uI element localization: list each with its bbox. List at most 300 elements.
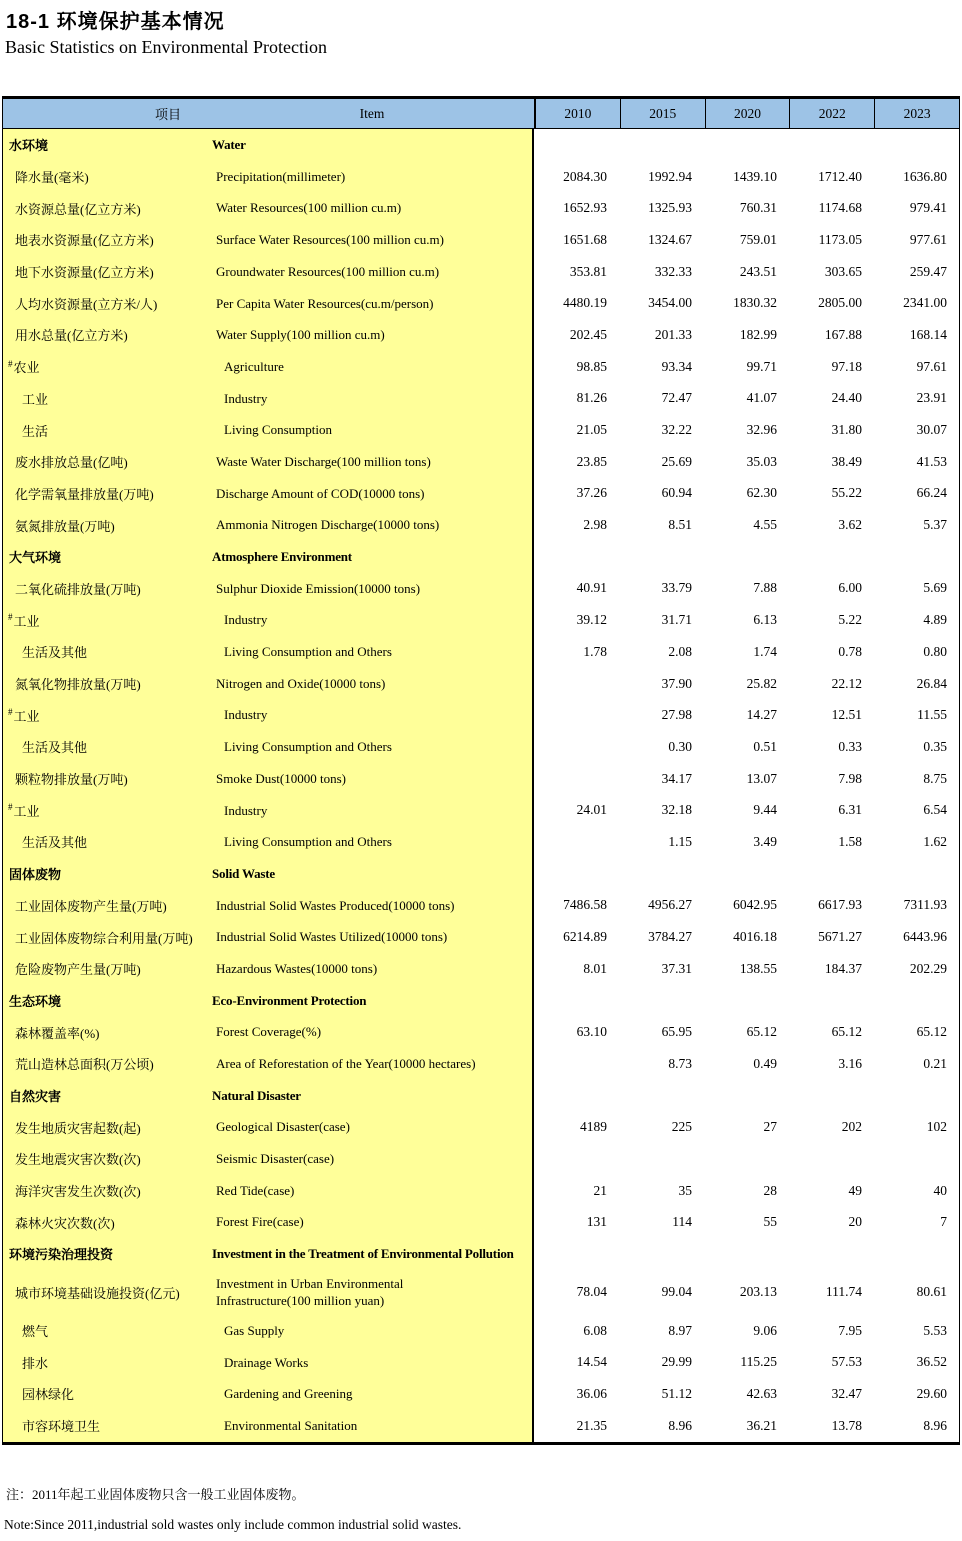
value-2015: 201.33 [654,326,692,342]
value-2023: 40 [933,1182,947,1198]
item-label-cn: 发生地质灾害起数(起) [3,1111,210,1143]
value-2023: 5.53 [923,1322,947,1338]
value-2015: 4956.27 [648,897,692,913]
value-2022 [789,1080,874,1112]
value-2022: 6617.93 [818,897,862,913]
table-row [3,1346,959,1378]
header-year-2010: 2010 [534,99,620,128]
value-2020: 203.13 [739,1284,777,1300]
value-2010: 21.05 [576,422,607,438]
value-2015: 8.73 [668,1055,692,1071]
table-row [3,414,959,446]
value-2010: 4480.19 [563,295,607,311]
value-2010 [534,129,619,161]
table-row [3,604,959,636]
value-2020: 32.96 [746,422,777,438]
table-row [3,161,959,193]
header-year-2020: 2020 [705,99,790,128]
value-2015: 99.04 [661,1284,692,1300]
value-2015: 2.08 [668,643,692,659]
value-2020: 41.07 [746,390,777,406]
item-label-en: Nitrogen and Oxide(10000 tons) [210,668,534,700]
item-label-en: Waste Water Discharge(100 million tons) [210,446,534,478]
value-2010: 23.85 [576,453,607,469]
value-2022: 20 [848,1214,862,1230]
item-label-en: Natural Disaster [210,1080,534,1112]
value-2022: 202 [841,1119,862,1135]
value-2023: 1.62 [923,833,947,849]
value-2015: 25.69 [661,453,692,469]
item-label-en: Drainage Works [210,1346,534,1378]
value-2022: 24.40 [831,390,862,406]
value-2023: 30.07 [916,422,947,438]
item-label-en: Per Capita Water Resources(cu.m/person) [210,287,534,319]
value-2015: 29.99 [661,1354,692,1370]
item-label-en: Industry [210,383,534,415]
value-2023: 977.61 [909,231,947,247]
value-2015: 332.33 [654,263,692,279]
value-2020: 65.12 [746,1024,777,1040]
table-row [3,1315,959,1347]
item-label-cn: 市容环境卫生 [3,1410,210,1442]
table-row [3,287,959,319]
value-2010 [534,1143,619,1175]
value-2023: 202.29 [909,960,947,976]
item-label-cn: 危险废物产生量(万吨) [3,953,210,985]
value-2020: 6042.95 [733,897,777,913]
value-2020: 1.74 [753,643,777,659]
header-label-cn: 项目 [154,107,181,122]
value-2015: 1325.93 [648,200,692,216]
value-2015: 27.98 [661,707,692,723]
item-label-en: Discharge Amount of COD(10000 tons) [210,478,534,510]
value-2015: 225 [671,1119,692,1135]
value-2022 [789,1143,874,1175]
value-2015: 0.30 [668,738,692,754]
value-2020: 14.27 [746,707,777,723]
value-2010: 7486.58 [563,897,607,913]
value-2020 [704,1080,789,1112]
value-2010: 36.06 [576,1385,607,1401]
item-label-cn: 生活及其他 [3,826,210,858]
value-2023: 0.21 [923,1055,947,1071]
value-2022 [789,858,874,890]
item-label-en: Smoke Dust(10000 tons) [210,763,534,795]
value-2022: 32.47 [831,1385,862,1401]
item-label-cn: 生活 [3,414,210,446]
item-label-en: Water Supply(100 million cu.m) [210,319,534,351]
value-2022: 7.98 [838,770,862,786]
item-label-cn: 生态环境 [3,985,210,1017]
table-row [3,985,959,1017]
value-2010 [534,763,619,795]
value-2015: 32.18 [661,802,692,818]
value-2015: 8.51 [668,517,692,533]
value-2022: 5671.27 [818,929,862,945]
item-label-en: Groundwater Resources(100 million cu.m) [210,256,534,288]
value-2022: 22.12 [831,675,862,691]
value-2010: 1.78 [583,643,607,659]
value-2015: 37.90 [661,675,692,691]
table-row [3,921,959,953]
value-2015: 35 [678,1182,692,1198]
table-row [3,858,959,890]
value-2020: 0.49 [753,1055,777,1071]
value-2020: 4.55 [753,517,777,533]
value-2020: 13.07 [746,770,777,786]
value-2015 [619,985,704,1017]
value-2010 [534,541,619,573]
table-row [3,668,959,700]
value-2023: 1636.80 [903,168,947,184]
value-2022: 65.12 [831,1024,862,1040]
value-2010: 78.04 [576,1284,607,1300]
value-2023 [874,1080,959,1112]
hash-mark: # [8,612,13,623]
table-row [3,129,959,161]
value-2023: 2341.00 [903,295,947,311]
item-label-en: Precipitation(millimeter) [210,161,534,193]
value-2023: 5.69 [923,580,947,596]
header-label-en: Item [359,105,385,121]
value-2015: 34.17 [661,770,692,786]
value-2015 [619,541,704,573]
item-label-cn: 工业 [3,383,210,415]
item-label-cn: 森林覆盖率(%) [3,1016,210,1048]
item-label-en: Sulphur Dioxide Emission(10000 tons) [210,573,534,605]
item-label-cn: 水环境 [3,129,210,161]
value-2023 [874,985,959,1017]
item-label-cn: 环境污染治理投资 [3,1238,210,1270]
item-label-cn: 化学需氧量排放量(万吨) [3,478,210,510]
item-label-en: Investment in Urban Environmental Infrastructure(100 million yuan) [210,1270,534,1315]
value-2010: 4189 [580,1119,607,1135]
value-2023: 259.47 [909,263,947,279]
statistics-table [2,96,960,1445]
value-2023: 7 [940,1214,947,1230]
value-2023: 8.96 [923,1417,947,1433]
note-cn: 注：2011年起工业固体废物只含一般工业固体废物。 [6,1487,305,1502]
table-row [3,890,959,922]
value-2010: 353.81 [569,263,607,279]
item-label-en: Seismic Disaster(case) [210,1143,534,1175]
item-label-cn: #工业 [3,699,210,731]
item-label-en: Agriculture [210,351,534,383]
value-2020: 7.88 [753,580,777,596]
value-2020: 0.51 [753,738,777,754]
item-label-en: Gas Supply [210,1315,534,1347]
value-2023: 26.84 [916,675,947,691]
table-row [3,1080,959,1112]
page-title-cn: 18-1 环境保护基本情况 [6,11,225,33]
value-2020: 99.71 [746,358,777,374]
item-label-en: Area of Reforestation of the Year(10000 hectares) [210,1048,534,1080]
table-row [3,953,959,985]
table-row [3,351,959,383]
item-label-en: Living Consumption and Others [210,731,534,763]
value-2010: 40.91 [576,580,607,596]
value-2010: 14.54 [576,1354,607,1370]
value-2010: 37.26 [576,485,607,501]
value-2010: 202.45 [569,326,607,342]
value-2010 [534,1080,619,1112]
table-row [3,763,959,795]
value-2020: 4016.18 [733,929,777,945]
value-2023: 5.37 [923,517,947,533]
table-row [3,1206,959,1238]
table-row [3,699,959,731]
value-2022: 49 [848,1182,862,1198]
value-2020: 115.25 [740,1354,777,1370]
item-label-cn: 氨氮排放量(万吨) [3,509,210,541]
value-2020: 62.30 [746,485,777,501]
value-2022: 5.22 [838,612,862,628]
value-2023 [874,129,959,161]
table-row [3,383,959,415]
table-row [3,1048,959,1080]
item-label-cn: #工业 [3,604,210,636]
value-2015 [619,1080,704,1112]
item-label-en: Industry [210,794,534,826]
value-2022: 111.74 [825,1284,862,1300]
note-en: Note:Since 2011,industrial sold wastes only include common industrial solid wastes. [4,1517,462,1532]
value-2023: 97.61 [916,358,947,374]
value-2020: 182.99 [739,326,777,342]
table-row [3,731,959,763]
value-2020: 36.21 [746,1417,777,1433]
value-2015: 1992.94 [648,168,692,184]
value-2020: 35.03 [746,453,777,469]
value-2010 [534,1048,619,1080]
value-2015: 65.95 [661,1024,692,1040]
value-2022: 184.37 [824,960,862,976]
value-2010 [534,699,619,731]
table-row [3,478,959,510]
value-2022: 1712.40 [818,168,862,184]
value-2022: 31.80 [831,422,862,438]
value-2010: 21 [593,1182,607,1198]
item-label-en: Gardening and Greening [210,1378,534,1410]
value-2010: 1651.68 [563,231,607,247]
value-2023: 29.60 [916,1385,947,1401]
header-year-2015: 2015 [620,99,705,128]
value-2023: 66.24 [916,485,947,501]
value-2015: 114 [672,1214,692,1230]
value-2022: 167.88 [824,326,862,342]
value-2023: 0.80 [923,643,947,659]
item-label-en: Hazardous Wastes(10000 tons) [210,953,534,985]
value-2020: 759.01 [739,231,777,247]
value-2022: 1173.05 [818,231,862,247]
value-2020: 28 [763,1182,777,1198]
value-2010: 2.98 [583,517,607,533]
value-2022 [789,985,874,1017]
value-2010: 131 [586,1214,607,1230]
item-label-en: Environmental Sanitation [210,1410,534,1442]
table-row [3,192,959,224]
value-2010: 63.10 [576,1024,607,1040]
value-2010: 6.08 [583,1322,607,1338]
table-row [3,1270,959,1315]
value-2010: 2084.30 [563,168,607,184]
value-2010 [534,731,619,763]
table-row [3,826,959,858]
item-label-en: Forest Fire(case) [210,1206,534,1238]
value-2015 [619,858,704,890]
item-label-en: Living Consumption and Others [210,826,534,858]
value-2010: 98.85 [576,358,607,374]
value-2010 [534,858,619,890]
value-2022: 6.31 [838,802,862,818]
value-2020 [704,1238,789,1270]
value-2022: 3.16 [838,1055,862,1071]
item-label-cn: 排水 [3,1346,210,1378]
item-label-cn: 颗粒物排放量(万吨) [3,763,210,795]
value-2015: 93.34 [661,358,692,374]
value-2015: 32.22 [661,422,692,438]
item-label-en: Atmosphere Environment [210,541,534,573]
item-label-en: Living Consumption [210,414,534,446]
value-2020: 1439.10 [733,168,777,184]
table-row [3,636,959,668]
value-2023: 11.55 [917,707,947,723]
value-2015: 1324.67 [648,231,692,247]
value-2020: 6.13 [753,612,777,628]
table-header-row [3,99,959,129]
value-2010: 81.26 [576,390,607,406]
hash-mark: # [8,802,13,813]
item-label-cn: 自然灾害 [3,1080,210,1112]
item-label-cn: 固体废物 [3,858,210,890]
value-2022: 55.22 [831,485,862,501]
value-2010 [534,826,619,858]
item-label-cn: 人均水资源量(立方米/人) [3,287,210,319]
item-label-en: Living Consumption and Others [210,636,534,668]
value-2022: 13.78 [831,1417,862,1433]
item-label-en: Red Tide(case) [210,1175,534,1207]
item-label-cn: 大气环境 [3,541,210,573]
item-label-cn: 氮氧化物排放量(万吨) [3,668,210,700]
value-2015: 31.71 [661,612,692,628]
item-label-en: Water Resources(100 million cu.m) [210,192,534,224]
table-row [3,1143,959,1175]
value-2022: 7.95 [838,1322,862,1338]
value-2010: 8.01 [583,960,607,976]
value-2020: 27 [763,1119,777,1135]
item-label-cn: #工业 [3,794,210,826]
value-2015: 51.12 [661,1385,692,1401]
value-2022: 6.00 [838,580,862,596]
item-label-en: Industrial Solid Wastes Produced(10000 tons) [210,890,534,922]
value-2010: 1652.93 [563,200,607,216]
value-2010 [534,985,619,1017]
value-2015: 1.15 [668,833,692,849]
header-item-cell [3,99,534,128]
value-2023: 6443.96 [903,929,947,945]
table-row [3,509,959,541]
value-2023 [874,541,959,573]
value-2020: 138.55 [739,960,777,976]
value-2023: 65.12 [916,1024,947,1040]
value-2022: 97.18 [831,358,862,374]
item-label-cn: 城市环境基础设施投资(亿元) [3,1270,210,1315]
header-year-2023: 2023 [874,99,959,128]
value-2020: 42.63 [746,1385,777,1401]
table-row [3,319,959,351]
item-label-cn: 二氧化硫排放量(万吨) [3,573,210,605]
value-2015: 37.31 [661,960,692,976]
table-body [3,129,959,1442]
value-2022: 0.78 [838,643,862,659]
table-row [3,256,959,288]
value-2023: 36.52 [916,1354,947,1370]
item-label-cn: 燃气 [3,1315,210,1347]
value-2023 [874,1238,959,1270]
value-2022: 2805.00 [818,295,862,311]
value-2023 [874,858,959,890]
item-label-en: Industrial Solid Wastes Utilized(10000 tons) [210,921,534,953]
item-label-cn: 发生地震灾害次数(次) [3,1143,210,1175]
value-2023: 23.91 [916,390,947,406]
value-2023: 6.54 [923,802,947,818]
table-row [3,1016,959,1048]
value-2010: 6214.89 [563,929,607,945]
value-2022 [789,129,874,161]
value-2015: 3784.27 [648,929,692,945]
hash-mark: # [8,707,13,718]
item-label-en: Ammonia Nitrogen Discharge(10000 tons) [210,509,534,541]
item-label-cn: 生活及其他 [3,636,210,668]
table-row [3,1111,959,1143]
item-label-cn: #农业 [3,351,210,383]
page-title-en: Basic Statistics on Environmental Protection [5,37,327,57]
value-2023: 0.35 [923,738,947,754]
value-2010: 39.12 [576,612,607,628]
value-2023: 41.53 [916,453,947,469]
value-2020: 243.51 [739,263,777,279]
hash-mark: # [8,358,13,369]
item-label-en: Water [210,129,534,161]
value-2022: 1.58 [838,833,862,849]
value-2022: 303.65 [824,263,862,279]
value-2015: 8.97 [668,1322,692,1338]
value-2015 [619,129,704,161]
value-2015: 60.94 [661,485,692,501]
value-2010 [534,1238,619,1270]
value-2015: 3454.00 [648,295,692,311]
table-row [3,1175,959,1207]
value-2020 [704,1143,789,1175]
item-label-en: Forest Coverage(%) [210,1016,534,1048]
value-2023 [874,1143,959,1175]
item-label-en: Eco-Environment Protection [210,985,534,1017]
value-2015: 8.96 [668,1417,692,1433]
value-2023: 168.14 [909,326,947,342]
item-label-cn: 地下水资源量(亿立方米) [3,256,210,288]
item-label-cn: 降水量(毫米) [3,161,210,193]
value-2020: 9.44 [753,802,777,818]
value-2022: 12.51 [831,707,862,723]
table-row [3,224,959,256]
value-2020 [704,129,789,161]
value-2023: 979.41 [909,200,947,216]
value-2015: 33.79 [661,580,692,596]
value-2023: 7311.93 [903,897,947,913]
value-2023: 80.61 [916,1284,947,1300]
item-label-en: Solid Waste [210,858,534,890]
value-2023: 4.89 [923,612,947,628]
item-label-en: Surface Water Resources(100 million cu.m) [210,224,534,256]
